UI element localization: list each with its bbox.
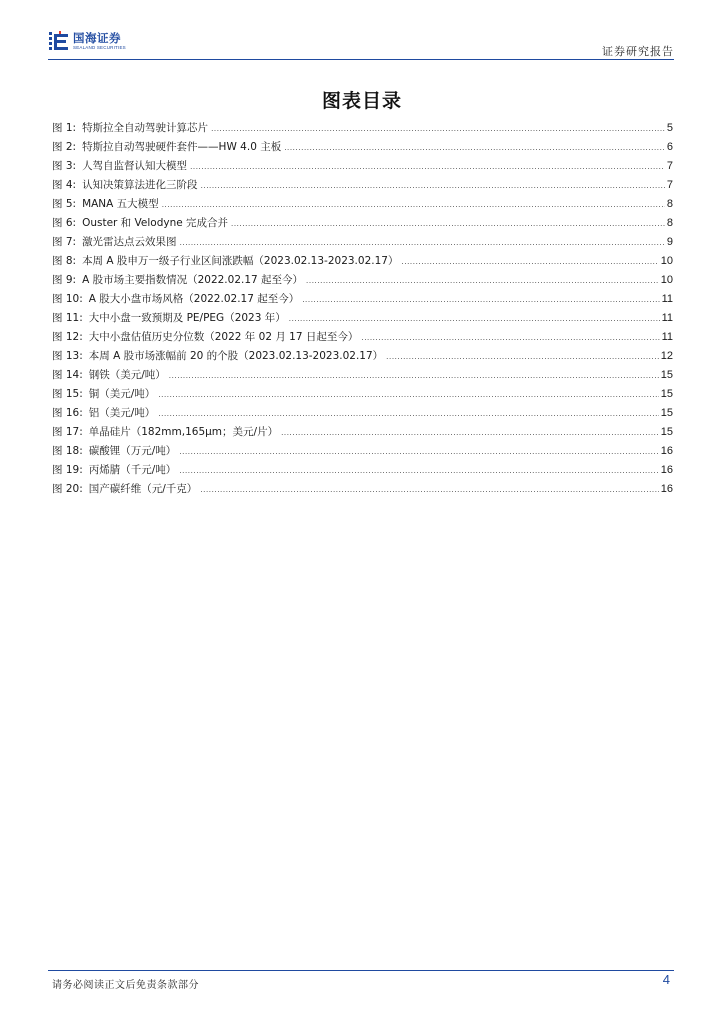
- toc-entry-page: 15: [660, 369, 673, 381]
- toc-entry-label: 图 19:: [52, 464, 83, 476]
- toc-entry-label: 图 3:: [52, 160, 77, 172]
- toc-entry[interactable]: [52, 214, 673, 233]
- toc-entry-title: 本周 A 股市场涨幅前 20 的个股（2023.02.13-2023.02.17）: [88, 350, 384, 362]
- toc-entry-title: 认知决策算法进化三阶段: [82, 179, 198, 191]
- toc-entry-label: 图 8:: [52, 255, 77, 267]
- toc-entry-label: 图 14:: [52, 369, 83, 381]
- toc-entry-page: 11: [661, 331, 673, 343]
- toc-dot-leader: [179, 442, 658, 461]
- toc-entry-label: 图 1:: [52, 122, 77, 134]
- toc-entry-title: 单晶硅片（182mm,165μm；美元/片）: [88, 426, 279, 438]
- toc-dot-leader: [289, 309, 660, 328]
- toc-entry[interactable]: [52, 404, 673, 423]
- toc-entry-page: 15: [660, 426, 673, 438]
- toc-dot-leader: [179, 461, 658, 480]
- footer-divider: [48, 970, 674, 971]
- toc-entry-title: MANA 五大模型: [82, 198, 159, 210]
- toc-entry[interactable]: [52, 157, 673, 176]
- toc-dot-leader: [281, 423, 659, 442]
- toc-entry-page: 6: [666, 141, 673, 153]
- sealand-logo-icon: [48, 30, 70, 52]
- toc-entry-title: 特斯拉全自动驾驶计算芯片: [82, 122, 209, 134]
- toc-dot-leader: [158, 404, 658, 423]
- toc-entry[interactable]: [52, 442, 673, 461]
- toc-entry-label: 图 2:: [52, 141, 77, 153]
- page-title: 图表目录: [321, 90, 402, 112]
- report-type-label: 证券研究报告: [602, 45, 674, 58]
- toc-entry-page: 16: [660, 483, 673, 495]
- toc-entry-page: 7: [666, 179, 673, 191]
- toc-entry-page: 8: [666, 217, 673, 229]
- toc-entry-page: 7: [666, 160, 673, 172]
- toc-entry-page: 16: [660, 464, 673, 476]
- toc-entry-title: 大中小盘一致预期及 PE/PEG（2023 年）: [88, 312, 286, 324]
- toc-entry[interactable]: [52, 385, 673, 404]
- toc-entry-title: 特斯拉自动驾驶硬件套件——HW 4.0 主板: [82, 141, 282, 153]
- toc-entry-title: 人驾自监督认知大模型: [82, 160, 188, 172]
- toc-dot-leader: [162, 195, 665, 214]
- toc-entry-page: 5: [666, 122, 673, 134]
- header-divider: [48, 59, 674, 60]
- page-number: 4: [662, 972, 670, 987]
- toc-entry-page: 15: [660, 388, 673, 400]
- toc-entry-title: 钢铁（美元/吨）: [88, 369, 166, 381]
- toc-entry[interactable]: [52, 195, 673, 214]
- toc-entry-label: 图 9:: [52, 274, 77, 286]
- toc-dot-leader: [169, 366, 659, 385]
- toc-entry[interactable]: [52, 480, 673, 499]
- logo-name-cn: 国海证券: [73, 30, 121, 45]
- toc-entry-label: 图 17:: [52, 426, 83, 438]
- toc-entry-label: 图 20:: [52, 483, 83, 495]
- toc-dot-leader: [158, 385, 658, 404]
- toc-entry[interactable]: [52, 290, 673, 309]
- toc-entry-label: 图 13:: [52, 350, 83, 362]
- toc-entry[interactable]: [52, 176, 673, 195]
- toc-dot-leader: [180, 233, 665, 252]
- toc-entry-title: 本周 A 股申万一级子行业区间涨跌幅（2023.02.13-2023.02.17）: [82, 255, 399, 267]
- toc-entry-label: 图 11:: [52, 312, 83, 324]
- toc-entry-label: 图 12:: [52, 331, 83, 343]
- figure-table-of-contents: [52, 119, 673, 499]
- company-logo: [48, 30, 126, 52]
- toc-entry-page: 8: [666, 198, 673, 210]
- toc-entry-page: 10: [660, 274, 673, 286]
- toc-entry-page: 10: [660, 255, 673, 267]
- toc-entry[interactable]: [52, 366, 673, 385]
- toc-entry-label: 图 16:: [52, 407, 83, 419]
- toc-entry-title: 铜（美元/吨）: [88, 388, 156, 400]
- toc-entry[interactable]: [52, 347, 673, 366]
- toc-dot-leader: [306, 271, 659, 290]
- toc-entry-page: 16: [660, 445, 673, 457]
- logo-name-en: SEALAND SECURITIES: [73, 44, 126, 50]
- footer-disclaimer: 请务必阅读正文后免责条款部分: [52, 980, 199, 991]
- toc-dot-leader: [200, 480, 658, 499]
- toc-entry-page: 12: [660, 350, 673, 362]
- toc-entry-label: 图 10:: [52, 293, 83, 305]
- toc-entry[interactable]: [52, 252, 673, 271]
- toc-entry-title: 丙烯腈（千元/吨）: [88, 464, 177, 476]
- toc-entry-page: 9: [666, 236, 673, 248]
- toc-entry-label: 图 5:: [52, 198, 77, 210]
- toc-dot-leader: [190, 157, 665, 176]
- toc-entry[interactable]: [52, 309, 673, 328]
- toc-dot-leader: [386, 347, 659, 366]
- toc-entry-label: 图 4:: [52, 179, 77, 191]
- toc-dot-leader: [361, 328, 659, 347]
- toc-dot-leader: [201, 176, 665, 195]
- toc-entry-page: 15: [660, 407, 673, 419]
- toc-dot-leader: [284, 138, 665, 157]
- toc-entry-title: A 股大小盘市场风格（2022.02.17 起至今）: [88, 293, 300, 305]
- toc-entry-label: 图 18:: [52, 445, 83, 457]
- toc-entry[interactable]: [52, 423, 673, 442]
- toc-entry-page: 11: [661, 312, 673, 324]
- toc-dot-leader: [302, 290, 659, 309]
- toc-entry-title: Ouster 和 Velodyne 完成合并: [82, 217, 229, 229]
- toc-entry-label: 图 7:: [52, 236, 77, 248]
- toc-entry-label: 图 6:: [52, 217, 77, 229]
- toc-dot-leader: [401, 252, 658, 271]
- toc-entry-title: 国产碳纤维（元/千克）: [88, 483, 198, 495]
- toc-entry-title: 大中小盘估值历史分位数（2022 年 02 月 17 日起至今）: [88, 331, 359, 343]
- toc-dot-leader: [211, 119, 665, 138]
- page-header: [48, 28, 674, 58]
- toc-dot-leader: [231, 214, 665, 233]
- toc-entry-title: 激光雷达点云效果图: [82, 236, 177, 248]
- toc-entry[interactable]: [52, 328, 673, 347]
- toc-entry-title: 碳酸锂（万元/吨）: [88, 445, 177, 457]
- toc-entry-page: 11: [661, 293, 673, 305]
- toc-entry[interactable]: [52, 271, 673, 290]
- toc-entry-title: 铝（美元/吨）: [88, 407, 156, 419]
- toc-entry-label: 图 15:: [52, 388, 83, 400]
- toc-entry[interactable]: [52, 461, 673, 480]
- toc-entry[interactable]: [52, 119, 673, 138]
- toc-entry[interactable]: [52, 233, 673, 252]
- toc-entry-title: A 股市场主要指数情况（2022.02.17 起至今）: [82, 274, 304, 286]
- toc-entry[interactable]: [52, 138, 673, 157]
